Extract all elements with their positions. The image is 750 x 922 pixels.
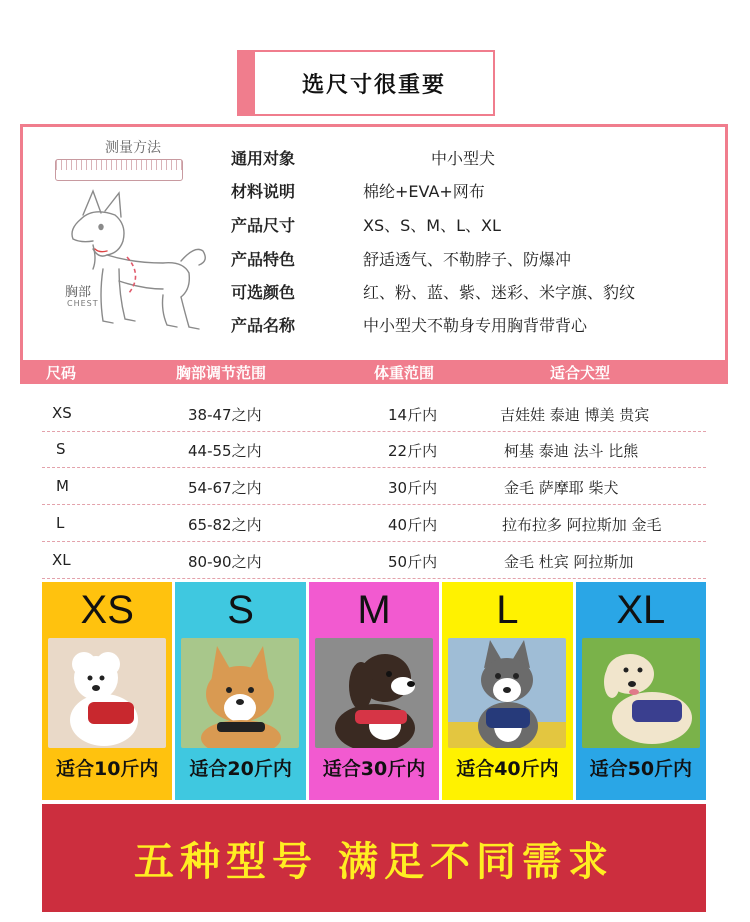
card-size: L	[496, 588, 519, 632]
spec-value: 中小型犬	[431, 148, 496, 168]
chest-label: 胸部	[65, 285, 92, 300]
header-weight: 体重范围	[374, 364, 435, 382]
card-label: 适合10斤内	[55, 758, 159, 780]
cell-weight: 30斤内	[388, 479, 438, 497]
page-title: 选尺寸很重要	[301, 72, 446, 98]
table-row	[42, 396, 706, 432]
size-card-s	[175, 582, 305, 800]
size-cards	[42, 582, 706, 800]
card-size: XL	[616, 588, 666, 632]
slogan-banner	[42, 804, 706, 912]
size-card-xl	[576, 582, 706, 800]
spec-key: 产品特色	[231, 249, 296, 269]
header-breeds: 适合犬型	[550, 364, 611, 382]
card-size: XS	[80, 588, 134, 632]
table-row	[42, 506, 706, 542]
poodle-icon	[48, 638, 166, 748]
cell-breeds: 金毛 萨摩耶 柴犬	[504, 479, 619, 497]
card-label: 适合40斤内	[456, 758, 559, 780]
slogan-text: 五种型号 满足不同需求	[134, 838, 614, 885]
ruler-icon	[55, 159, 183, 181]
labrador-icon	[582, 638, 700, 748]
cell-chest: 54-67之内	[188, 479, 262, 497]
spec-row	[231, 143, 495, 171]
cell-breeds: 吉娃娃 泰迪 博美 贵宾	[500, 406, 650, 424]
cell-size: XS	[52, 404, 72, 422]
spec-value: 棉纶+EVA+网布	[363, 181, 485, 201]
corgi-icon	[181, 638, 299, 748]
spec-key: 产品尺寸	[231, 215, 296, 235]
card-label: 适合20斤内	[189, 758, 292, 780]
cell-weight: 40斤内	[388, 516, 438, 534]
measure-label: 测量方法	[105, 140, 161, 156]
size-card-m	[309, 582, 439, 800]
cell-size: M	[56, 477, 69, 495]
cell-breeds: 金毛 杜宾 阿拉斯加	[504, 553, 634, 571]
spec-row	[231, 310, 587, 338]
spec-value: 中小型犬不勒身专用胸背带背心	[363, 315, 588, 335]
cell-chest: 44-55之内	[188, 442, 262, 460]
table-row	[42, 432, 706, 468]
cell-weight: 22斤内	[388, 442, 438, 460]
spaniel-icon	[315, 638, 433, 748]
spec-row	[231, 210, 501, 238]
cell-breeds: 柯基 泰迪 法斗 比熊	[504, 442, 639, 460]
header-size: 尺码	[46, 364, 77, 382]
card-size: S	[227, 588, 254, 632]
cell-size: S	[56, 440, 66, 458]
dog-photo	[181, 638, 299, 748]
spec-key: 可选颜色	[231, 282, 296, 302]
spec-row	[231, 244, 571, 272]
chest-label-en: CHEST	[67, 299, 99, 308]
cell-chest: 80-90之内	[188, 553, 262, 571]
header-chest: 胸部调节范围	[176, 364, 267, 382]
title-accent-bar	[237, 50, 255, 116]
size-card-l	[442, 582, 572, 800]
table-row	[42, 469, 706, 505]
card-label: 适合30斤内	[322, 758, 426, 780]
cell-chest: 65-82之内	[188, 516, 262, 534]
measure-illustration	[53, 133, 213, 348]
spec-value: XS、S、M、L、XL	[363, 215, 501, 235]
size-card-xs	[42, 582, 172, 800]
size-table-header	[20, 360, 728, 384]
spec-key: 通用对象	[231, 148, 296, 168]
product-info-panel	[20, 124, 728, 382]
card-label: 适合50斤内	[589, 758, 693, 780]
title-banner	[237, 50, 495, 116]
cell-breeds: 拉布拉多 阿拉斯加 金毛	[502, 516, 662, 534]
cell-weight: 50斤内	[388, 553, 438, 571]
husky-icon	[448, 638, 566, 748]
spec-row	[231, 277, 635, 305]
dog-photo	[315, 638, 433, 748]
spec-row	[231, 176, 485, 204]
dog-photo	[582, 638, 700, 748]
title-box	[255, 50, 495, 116]
spec-key: 材料说明	[231, 181, 296, 201]
card-size: M	[357, 588, 391, 632]
cell-size: XL	[52, 551, 71, 569]
cell-weight: 14斤内	[388, 406, 438, 424]
dog-sketch-icon	[63, 185, 213, 345]
spec-value: 红、粉、蓝、紫、迷彩、米字旗、豹纹	[363, 282, 636, 302]
cell-size: L	[56, 514, 65, 532]
spec-key: 产品名称	[231, 315, 296, 335]
cell-chest: 38-47之内	[188, 406, 262, 424]
dog-photo	[448, 638, 566, 748]
spec-value: 舒适透气、不勒脖子、防爆冲	[363, 249, 572, 269]
dog-photo	[48, 638, 166, 748]
table-row	[42, 543, 706, 579]
